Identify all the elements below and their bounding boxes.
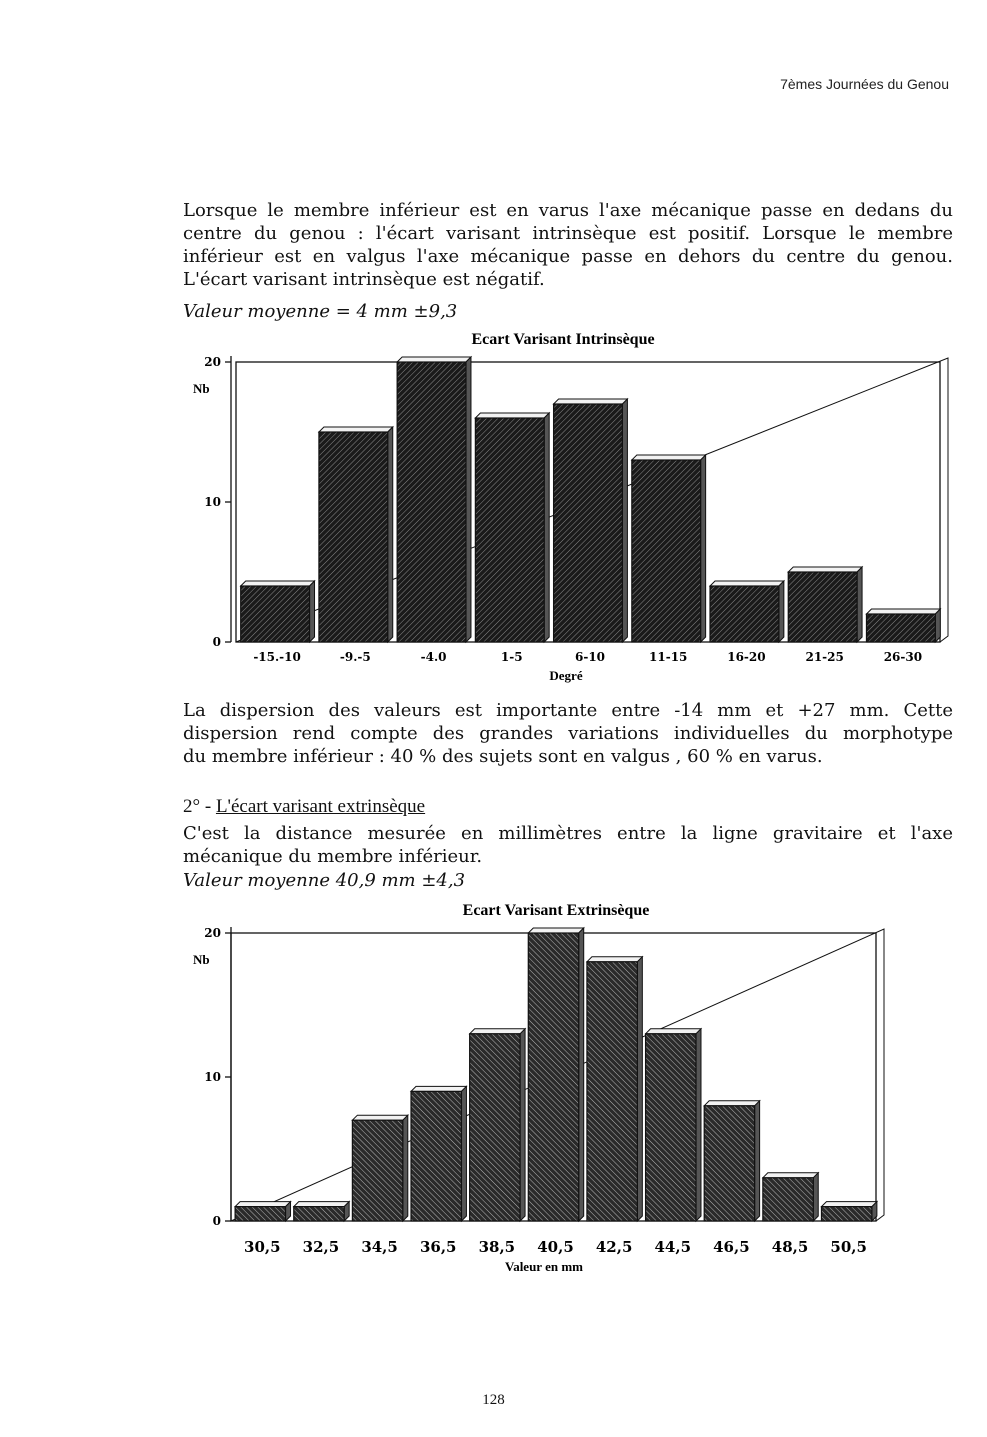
bar-top	[821, 1202, 876, 1207]
section-number: 2° -	[183, 796, 216, 817]
bar-top	[319, 427, 393, 432]
y-tick-label: 0	[212, 635, 221, 649]
y-tick-label: 20	[204, 926, 221, 940]
bar	[704, 1106, 754, 1221]
y-tick-label: 20	[204, 355, 221, 369]
bar-side	[388, 427, 393, 642]
bar	[294, 1207, 344, 1221]
bar	[475, 418, 544, 642]
bar	[710, 586, 779, 642]
bar-top	[235, 1202, 290, 1207]
x-tick-label: 48,5	[771, 1238, 809, 1256]
bar	[587, 962, 637, 1221]
bar	[646, 1034, 696, 1221]
bar-side	[461, 1086, 466, 1221]
y-axis-label: Nb	[193, 381, 210, 396]
bar-side	[544, 413, 549, 642]
chart-title: Ecart Varisant Intrinsèque	[471, 331, 655, 348]
bar-side	[857, 567, 862, 642]
x-tick-label: 38,5	[478, 1238, 516, 1256]
bar-top	[763, 1173, 818, 1178]
x-tick-label: 21-25	[805, 650, 844, 664]
bar	[554, 404, 623, 642]
x-tick-label: 36,5	[419, 1238, 457, 1256]
y-tick-label: 0	[212, 1214, 221, 1228]
bar	[470, 1034, 520, 1221]
bar-side	[520, 1029, 525, 1221]
bar	[788, 572, 857, 642]
bar	[241, 586, 310, 642]
section2-paragraph	[183, 822, 953, 868]
bar-side	[622, 399, 627, 642]
bar-top	[587, 957, 642, 962]
bar-side	[701, 455, 706, 642]
x-tick-label: 26-30	[883, 650, 923, 664]
chart-title: Ecart Varisant Extrinsèque	[462, 902, 650, 919]
bar-top	[866, 609, 940, 614]
bar	[319, 432, 388, 642]
page-number: 128	[482, 1392, 505, 1408]
bar	[866, 614, 935, 642]
bar-side	[813, 1173, 818, 1221]
bar-top	[704, 1101, 759, 1106]
bar	[352, 1120, 402, 1221]
x-tick-label: 32,5	[302, 1238, 340, 1256]
bar	[528, 933, 578, 1221]
x-tick-label: -9.-5	[339, 650, 371, 664]
bar-side	[637, 957, 642, 1221]
bar-top	[475, 413, 549, 418]
intro-paragraph	[183, 199, 953, 291]
dispersion-line: du membre inférieur : 40 % des sujets sont en valgus , 60 % en varus.	[183, 746, 823, 767]
bar-side	[403, 1115, 408, 1221]
bar-side	[579, 928, 584, 1221]
y-tick-label: 10	[204, 1070, 221, 1084]
x-tick-label: 11-15	[649, 650, 688, 664]
bar	[397, 362, 466, 642]
intro-line: centre du genou : l'écart varisant intrinsèque est positif. Lorsque le membre	[183, 223, 953, 244]
x-tick-label: 6-10	[574, 650, 606, 664]
bar-side	[696, 1029, 701, 1221]
bar	[821, 1207, 871, 1221]
x-tick-label: 42,5	[595, 1238, 633, 1256]
bar-side	[779, 581, 784, 642]
bar	[411, 1091, 461, 1221]
running-header: 7èmes Journées du Genou	[780, 76, 949, 92]
intrinsic-mean-value: Valeur moyenne = 4 mm ±9,3	[183, 301, 458, 322]
x-tick-label: 44,5	[654, 1238, 692, 1256]
x-axis-label: Degré	[549, 668, 583, 683]
intro-line: L'écart varisant intrinsèque est négatif.	[183, 269, 545, 290]
bar-top	[294, 1202, 349, 1207]
extrinsic-mean-value: Valeur moyenne 40,9 mm ±4,3	[183, 870, 466, 891]
x-tick-label: 30,5	[244, 1238, 281, 1256]
dispersion-line: dispersion rend compte des grandes variations individuelles du morphotype	[183, 723, 953, 744]
bar-top	[352, 1115, 407, 1120]
y-axis-label: Nb	[193, 952, 210, 967]
bar	[763, 1178, 813, 1221]
section-title: L'écart varisant extrinsèque	[215, 796, 426, 817]
bar-top	[554, 399, 628, 404]
bar-top	[710, 581, 784, 586]
bar-top	[788, 567, 862, 572]
x-axis-label: Valeur en mm	[505, 1259, 583, 1274]
bar-top	[646, 1029, 701, 1034]
dispersion-line: La dispersion des valeurs est importante entre -14 mm et +27 mm. Cette	[183, 700, 953, 721]
bar-top	[397, 357, 471, 362]
x-tick-label: -15.-10	[253, 650, 301, 664]
x-tick-label: 46,5	[713, 1238, 750, 1256]
extrinsic-deviation-chart	[0, 893, 987, 1283]
bar	[235, 1207, 285, 1221]
bar-top	[411, 1086, 466, 1091]
x-tick-label: 50,5	[830, 1238, 867, 1256]
bar-top	[241, 581, 315, 586]
bar-side	[310, 581, 315, 642]
x-tick-label: 40,5	[537, 1238, 574, 1256]
dispersion-paragraph	[183, 699, 953, 768]
bar-side	[755, 1101, 760, 1221]
section2-line: C'est la distance mesurée en millimètres entre la ligne gravitaire et l'axe	[183, 823, 953, 844]
intro-line: inférieur est en valgus l'axe mécanique passe en dehors du centre du genou.	[183, 246, 953, 267]
bar-top	[528, 928, 583, 933]
x-tick-label: -4.0	[420, 650, 447, 664]
x-tick-label: 1-5	[500, 650, 523, 664]
x-tick-label: 16-20	[727, 650, 766, 664]
intrinsic-deviation-chart	[0, 322, 987, 692]
bar-side	[935, 609, 940, 642]
section2-line: mécanique du membre inférieur.	[183, 846, 483, 867]
x-tick-label: 34,5	[361, 1238, 398, 1256]
bar	[632, 460, 701, 642]
section-heading	[183, 796, 425, 818]
bar-top	[632, 455, 706, 460]
bar-side	[466, 357, 471, 642]
bar-top	[470, 1029, 525, 1034]
y-tick-label: 10	[204, 495, 221, 509]
intro-line: Lorsque le membre inférieur est en varus l'axe mécanique passe en dedans du	[183, 200, 953, 221]
